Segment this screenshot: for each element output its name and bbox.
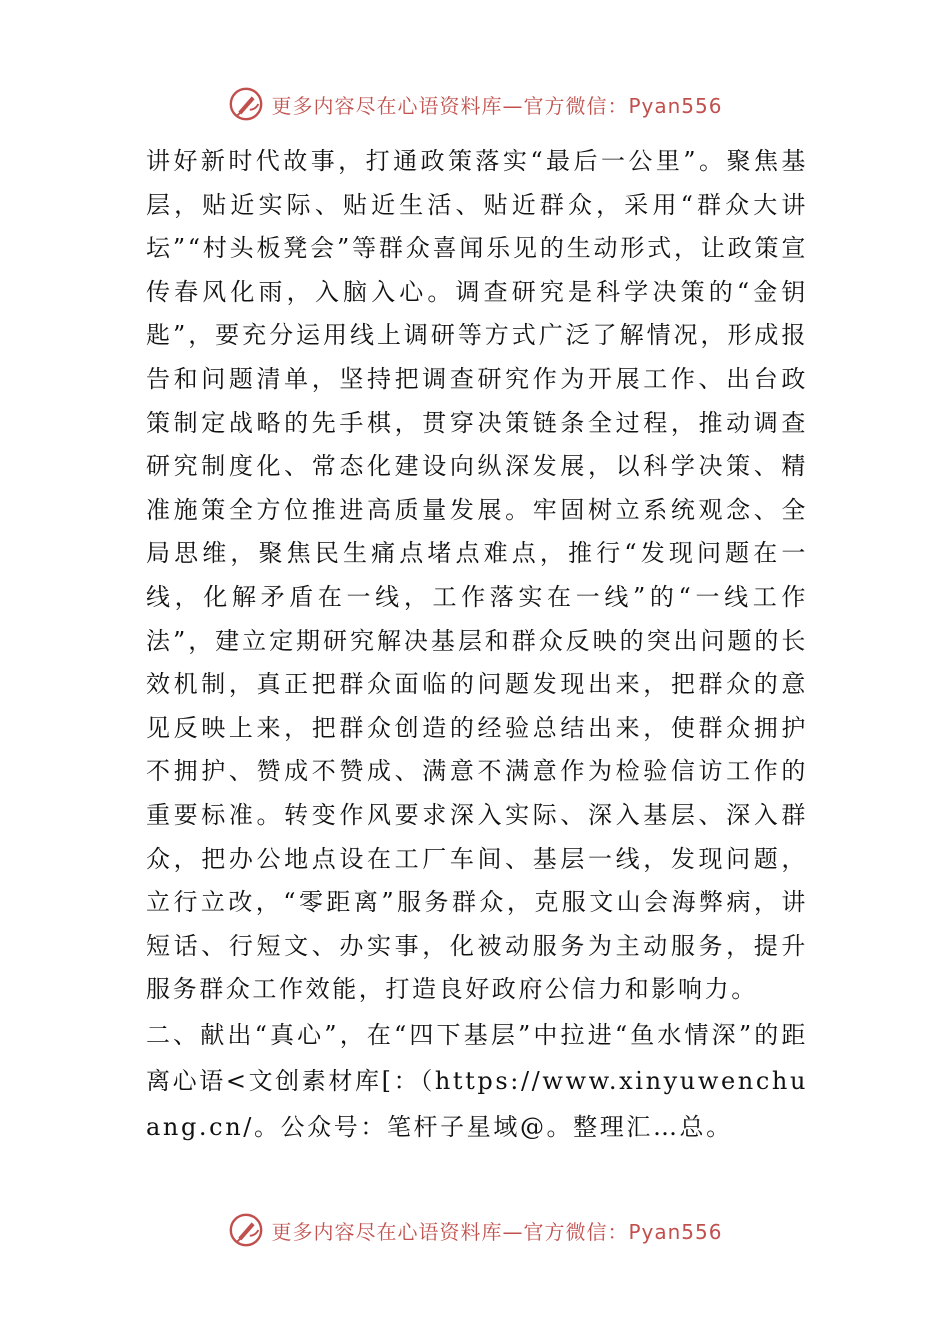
section-heading: 二、献出“真心”，在“四下基层”中拉进“鱼水情深”的距离心语<文创素材库[：（https://www.xinyuwenchuang.cn/。公众号：笔杆子星域@。整理汇…总。 — [146, 1020, 808, 1141]
header-banner — [0, 84, 950, 124]
pen-seal-icon — [227, 85, 265, 123]
header-banner-text: 更多内容尽在心语资料库—官方微信：Pyan556 — [271, 93, 723, 118]
body-paragraph: 讲好新时代故事，打通政策落实“最后一公里”。聚焦基层，贴近实际、贴近生活、贴近群众，采用“群众大讲坛”“村头板凳会”等群众喜闻乐见的生动形式，让政策宣传春风化雨，入脑入心。调查研究是科学决策的“金钥匙”，要充分运用线上调研等方式广泛了解情况，形成报告和问题清单，坚持把调查研究作为开展工作、出台政策制定战略的先手棋，贯穿决策链条全过程，推动调查研究制度化、常态化建设向纵深发展，以科学决策、精准施策全方位推进高质量发展。牢固树立系统观念、全局思维，聚焦民生痛点堵点难点，推行“发现问题在一线，化解矛盾在一线，工作落实在一线”的“一线工作法”，建立定期研究解决基层和群众反映的突出问题的长效机制，真正把群众面临的问题发现出来，把群众的意见反映上来，把群众创造的经验总结出来，使群众拥护不拥护、赞成不赞成、满意不满意作为检验信访工作的重要标准。转变作风要求深入实际、深入基层、深入群众，把办公地点设在工厂车间、基层一线，发现问题，立行立改，“零距离”服务群众，克服文山会海弊病，讲短话、行短文、办实事，化被动服务为主动服务，提升服务群众工作效能，打造良好政府公信力和影响力。 — [146, 147, 808, 1004]
document-body — [146, 140, 808, 1150]
footer-banner-text: 更多内容尽在心语资料库—官方微信：Pyan556 — [271, 1219, 723, 1244]
footer-banner — [0, 1210, 950, 1250]
pen-seal-icon — [227, 1211, 265, 1249]
